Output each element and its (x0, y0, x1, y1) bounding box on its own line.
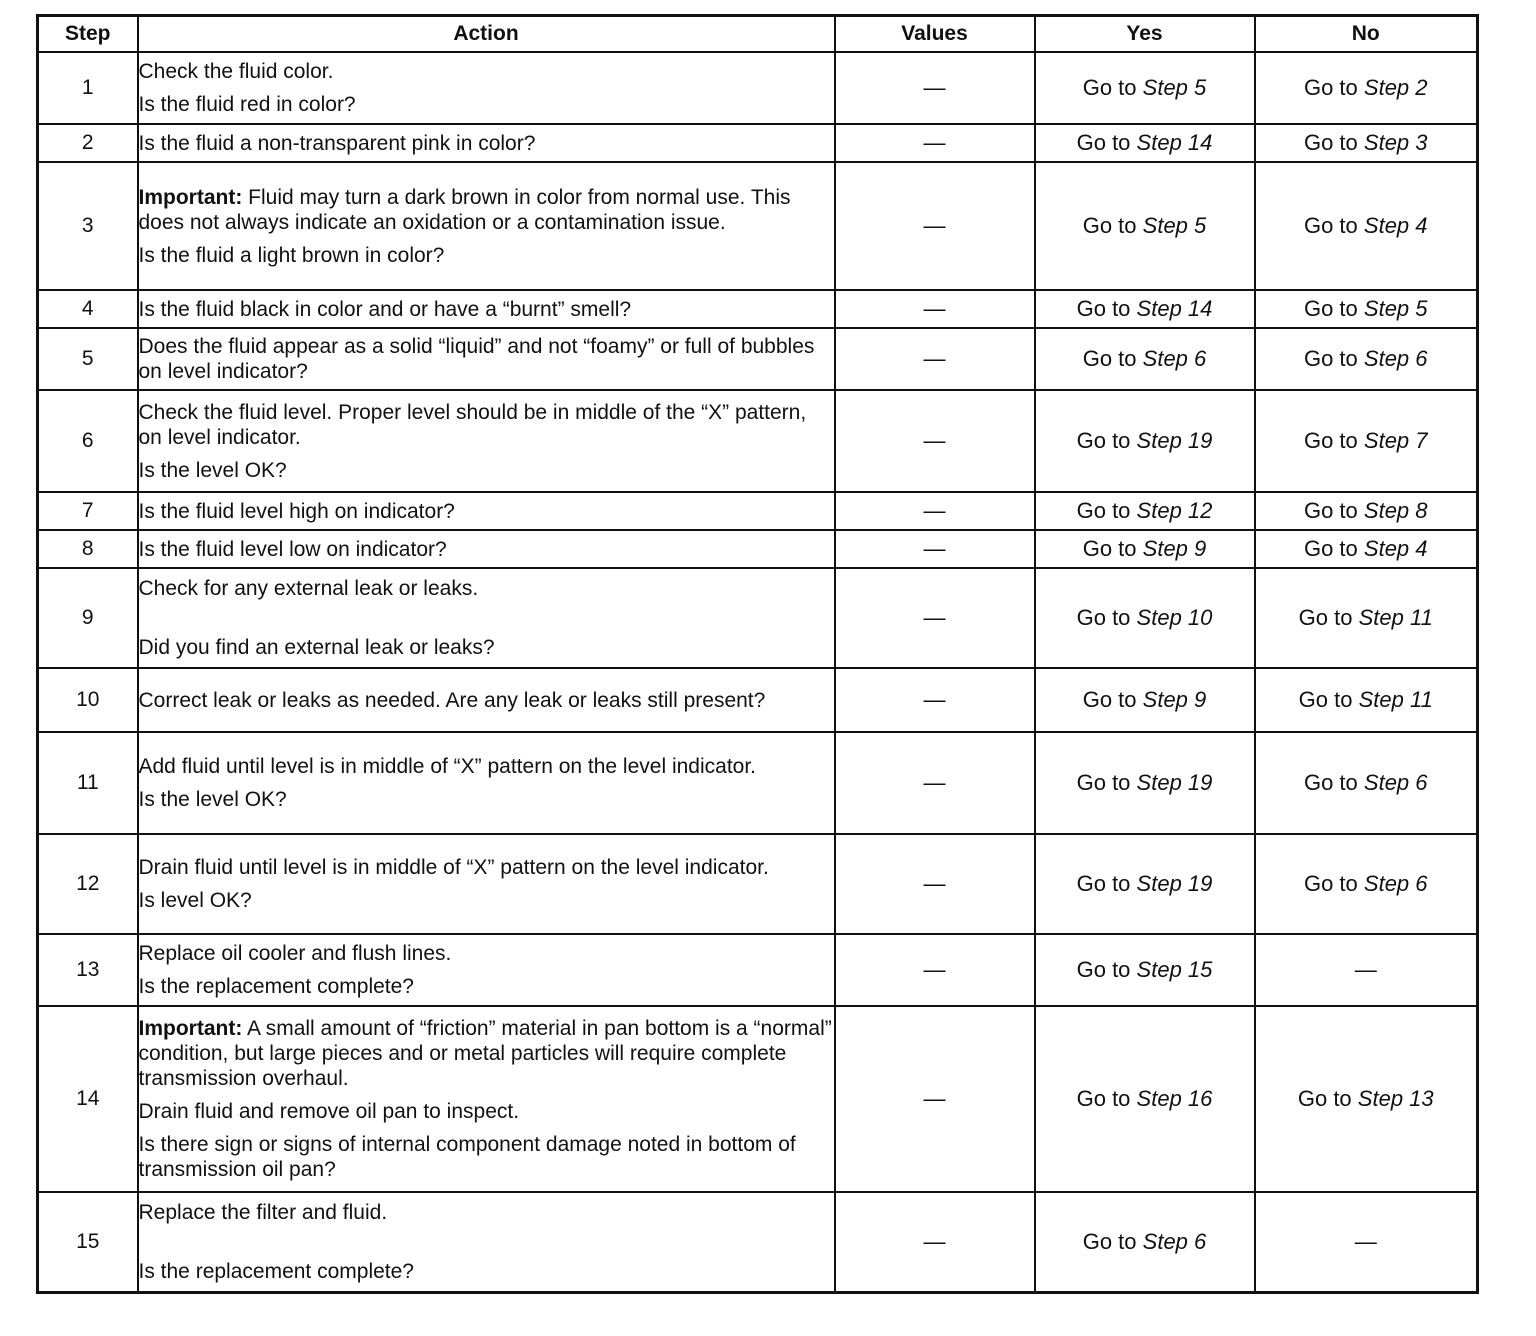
goto-prefix: Go to (1076, 130, 1131, 155)
action-cell (138, 568, 835, 668)
action-question: Is the fluid red in color? (138, 93, 356, 116)
step-ref: Step 8 (1363, 498, 1428, 523)
goto-prefix: Go to (1303, 428, 1358, 453)
yes-cell (1035, 162, 1255, 290)
table-row (38, 934, 1478, 1006)
action-question: Is the fluid a light brown in color? (138, 243, 445, 267)
yes-cell (1035, 492, 1255, 530)
action-cell (138, 492, 835, 530)
step-ref: Step 12 (1136, 498, 1213, 523)
action-question: Does the fluid appear as a solid “liquid” and not “foamy” or full of bubbles on level indicator? (138, 335, 815, 383)
action-question: Is the level OK? (138, 788, 287, 811)
step-ref: Step 11 (1358, 687, 1433, 712)
table-row (38, 162, 1478, 290)
important-text: Fluid may turn a dark brown in color from normal use. This does not always indicate an oxidation or a contamination issue. (138, 185, 791, 234)
goto-prefix: Go to (1082, 213, 1137, 238)
step-number: 12 (38, 834, 138, 934)
values-cell: — (835, 934, 1035, 1006)
step-number: 5 (38, 328, 138, 390)
header-yes: Yes (1035, 16, 1255, 53)
values-cell: — (835, 530, 1035, 568)
no-cell (1255, 568, 1478, 668)
step-number: 2 (38, 124, 138, 162)
action-question: Is the level OK? (138, 458, 287, 482)
table-row (38, 668, 1478, 732)
values-cell: — (835, 492, 1035, 530)
action-cell (138, 668, 835, 732)
step-ref: Step 5 (1363, 296, 1428, 321)
yes-cell (1035, 124, 1255, 162)
step-ref: Step 19 (1136, 871, 1213, 896)
goto-prefix: Go to (1303, 130, 1358, 155)
goto-prefix: Go to (1076, 498, 1131, 523)
step-number: 1 (38, 52, 138, 124)
action-cell (138, 834, 835, 934)
step-ref: Step 4 (1363, 213, 1428, 238)
goto-prefix: Go to (1303, 770, 1358, 795)
no-cell (1255, 52, 1478, 124)
table-row (38, 492, 1478, 530)
goto-prefix: Go to (1297, 1086, 1352, 1111)
no-cell (1255, 1006, 1478, 1192)
important-text: A small amount of “friction” material in pan bottom is a “normal” condition, but large pieces and or metal particles will require complete transmission overhaul. (138, 1017, 832, 1090)
action-question: Did you find an external leak or leaks? (138, 636, 495, 659)
action-cell (138, 530, 835, 568)
action-question: Correct leak or leaks as needed. Are any leak or leaks still present? (138, 688, 766, 712)
values-cell: — (835, 568, 1035, 668)
goto-prefix: Go to (1303, 536, 1358, 561)
action-question: Is level OK? (138, 889, 252, 912)
step-ref: Step 6 (1363, 871, 1428, 896)
table-row (38, 530, 1478, 568)
step-ref: Step 5 (1142, 75, 1207, 100)
step-number: 14 (38, 1006, 138, 1192)
important-note (139, 1016, 834, 1091)
no-cell (1255, 162, 1478, 290)
action-text: Add fluid until level is in middle of “X” pattern on the level indicator. (138, 755, 757, 778)
action-question: Is the replacement complete? (138, 1259, 414, 1283)
diagnostic-table (36, 14, 1479, 1294)
table-row (38, 568, 1478, 668)
step-ref: Step 19 (1136, 428, 1213, 453)
step-number: 6 (38, 390, 138, 492)
goto-prefix: Go to (1082, 75, 1137, 100)
goto-prefix: Go to (1076, 296, 1131, 321)
goto-prefix: Go to (1076, 428, 1131, 453)
table-row (38, 52, 1478, 124)
yes-cell (1035, 52, 1255, 124)
step-ref: Step 9 (1142, 536, 1207, 561)
values-cell: — (835, 668, 1035, 732)
step-ref: Step 6 (1142, 346, 1207, 371)
table-row (38, 1006, 1478, 1192)
step-ref: Step 19 (1136, 770, 1213, 795)
goto-prefix: Go to (1082, 346, 1137, 371)
table-row (38, 124, 1478, 162)
yes-cell (1035, 328, 1255, 390)
action-cell (138, 52, 835, 124)
action-cell (138, 1006, 835, 1192)
header-row (38, 16, 1478, 53)
no-cell (1255, 668, 1478, 732)
goto-prefix: Go to (1298, 605, 1353, 630)
step-number: 13 (38, 934, 138, 1006)
step-ref: Step 6 (1363, 346, 1428, 371)
goto-prefix: Go to (1303, 75, 1358, 100)
header-values: Values (835, 16, 1035, 53)
yes-cell (1035, 732, 1255, 834)
step-number: 4 (38, 290, 138, 328)
action-text: Check the fluid color. (138, 60, 334, 83)
action-text: Check for any external leak or leaks. (138, 577, 479, 600)
step-ref: Step 14 (1136, 130, 1213, 155)
values-cell: — (835, 834, 1035, 934)
values-cell: — (835, 290, 1035, 328)
action-cell (138, 390, 835, 492)
action-text: Drain fluid and remove oil pan to inspect. (138, 1100, 520, 1123)
step-ref: Step 4 (1363, 536, 1428, 561)
goto-prefix: Go to (1303, 213, 1358, 238)
step-number: 9 (38, 568, 138, 668)
header-action: Action (138, 16, 835, 53)
goto-prefix: Go to (1303, 296, 1358, 321)
values-cell: — (835, 124, 1035, 162)
action-cell (138, 328, 835, 390)
action-question: Is the replacement complete? (138, 975, 414, 998)
yes-cell (1035, 290, 1255, 328)
yes-cell (1035, 390, 1255, 492)
no-cell (1255, 390, 1478, 492)
table-row (38, 290, 1478, 328)
step-number: 8 (38, 530, 138, 568)
action-cell (138, 290, 835, 328)
goto-prefix: Go to (1076, 1086, 1131, 1111)
step-number: 3 (38, 162, 138, 290)
step-ref: Step 16 (1136, 1086, 1213, 1111)
important-label: Important: (138, 185, 243, 209)
goto-prefix: Go to (1076, 871, 1131, 896)
goto-prefix: Go to (1076, 770, 1131, 795)
no-cell: — (1255, 934, 1478, 1006)
goto-prefix: Go to (1082, 536, 1137, 561)
yes-cell (1035, 668, 1255, 732)
action-text: Replace oil cooler and flush lines. (138, 942, 452, 965)
step-number: 11 (38, 732, 138, 834)
action-cell (138, 732, 835, 834)
step-ref: Step 5 (1142, 213, 1207, 238)
step-ref: Step 9 (1142, 687, 1207, 712)
yes-cell (1035, 1192, 1255, 1292)
goto-prefix: Go to (1076, 605, 1131, 630)
action-question: Is the fluid level high on indicator? (138, 499, 455, 523)
action-text: Check the fluid level. Proper level should be in middle of the “X” pattern, on level indicator. (138, 400, 807, 449)
values-cell: — (835, 732, 1035, 834)
step-number: 10 (38, 668, 138, 732)
no-cell (1255, 328, 1478, 390)
no-cell (1255, 530, 1478, 568)
values-cell: — (835, 52, 1035, 124)
action-cell (138, 124, 835, 162)
yes-cell (1035, 934, 1255, 1006)
action-cell (138, 1192, 835, 1292)
yes-cell (1035, 834, 1255, 934)
action-question: Is there sign or signs of internal component damage noted in bottom of transmission oil pan? (138, 1133, 796, 1181)
table-row (38, 328, 1478, 390)
action-question: Is the fluid level low on indicator? (138, 537, 447, 561)
step-number: 7 (38, 492, 138, 530)
values-cell: — (835, 328, 1035, 390)
no-cell (1255, 124, 1478, 162)
step-number: 15 (38, 1192, 138, 1292)
no-cell (1255, 834, 1478, 934)
goto-prefix: Go to (1082, 1228, 1137, 1254)
goto-prefix: Go to (1303, 498, 1358, 523)
action-cell (138, 934, 835, 1006)
goto-prefix: Go to (1298, 687, 1353, 712)
table-row (38, 732, 1478, 834)
no-cell (1255, 492, 1478, 530)
step-ref: Step 11 (1358, 605, 1433, 630)
values-cell: — (835, 390, 1035, 492)
action-text: Drain fluid until level is in middle of “X” pattern on the level indicator. (138, 856, 769, 879)
table-row (38, 1192, 1478, 1292)
action-cell (138, 162, 835, 290)
values-cell: — (835, 162, 1035, 290)
step-ref: Step 6 (1363, 770, 1428, 795)
important-note (139, 185, 834, 235)
header-step: Step (38, 16, 138, 53)
table-row (38, 390, 1478, 492)
no-cell: — (1255, 1192, 1478, 1292)
header-no: No (1255, 16, 1478, 53)
goto-prefix: Go to (1082, 687, 1137, 712)
yes-cell (1035, 1006, 1255, 1192)
goto-prefix: Go to (1303, 871, 1358, 896)
yes-cell (1035, 568, 1255, 668)
step-ref: Step 10 (1136, 605, 1213, 630)
step-ref: Step 3 (1363, 130, 1428, 155)
action-question: Is the fluid a non-transparent pink in color? (138, 131, 536, 155)
step-ref: Step 2 (1363, 75, 1428, 100)
step-ref: Step 15 (1136, 957, 1213, 982)
action-question: Is the fluid black in color and or have a “burnt” smell? (138, 297, 632, 321)
step-ref: Step 14 (1136, 296, 1213, 321)
step-ref: Step 6 (1142, 1228, 1207, 1254)
values-cell: — (835, 1006, 1035, 1192)
table-row (38, 834, 1478, 934)
step-ref: Step 7 (1363, 428, 1428, 453)
important-label: Important: (138, 1017, 243, 1040)
step-ref: Step 13 (1357, 1086, 1434, 1111)
no-cell (1255, 732, 1478, 834)
goto-prefix: Go to (1076, 957, 1131, 982)
goto-prefix: Go to (1303, 346, 1358, 371)
yes-cell (1035, 530, 1255, 568)
no-cell (1255, 290, 1478, 328)
action-text: Replace the filter and fluid. (138, 1200, 388, 1224)
values-cell: — (835, 1192, 1035, 1292)
